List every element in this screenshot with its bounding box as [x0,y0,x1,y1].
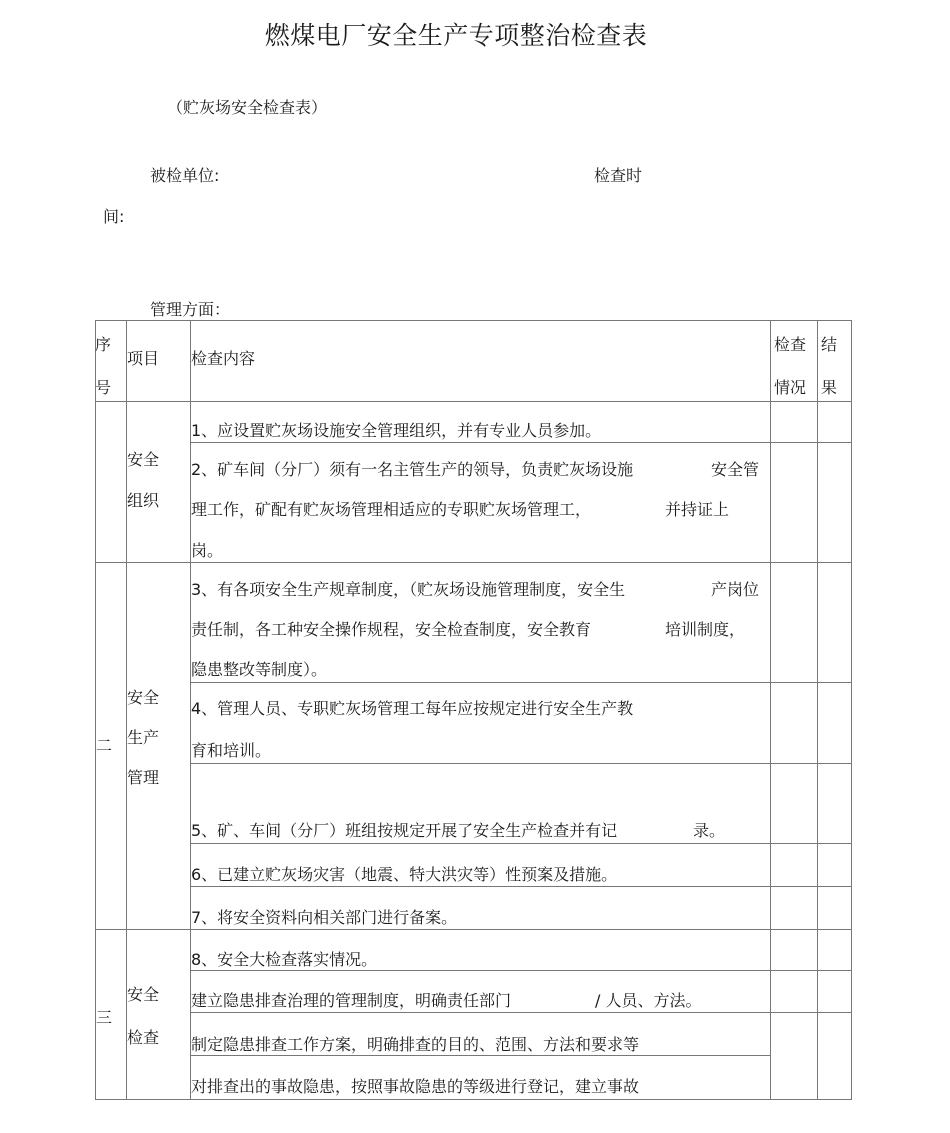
section-label: 管理方面： [150,300,231,319]
check-item-text: 录。 [693,821,726,840]
group-divider [95,562,852,563]
table-border-left [95,320,96,1100]
header-divider [95,401,852,402]
table-border-bottom [95,1099,852,1100]
row-divider [190,1012,852,1013]
column-divider [770,320,771,1100]
row-divider [190,843,852,844]
check-item-text: 培训制度， [665,620,746,639]
header-result: 结 [821,335,838,354]
check-item-text: 并持证上 [665,500,730,519]
check-item-text: 5、矿、车间（分厂）班组按规定开展了安全生产检查并有记 [191,821,618,840]
group-item-label: 管理 [127,768,160,787]
row-divider [190,970,852,971]
row-divider [190,763,852,764]
table-border-right [851,320,852,1100]
check-item-text: 3、有各项安全生产规章制度，（贮灰场设施管理制度，安全生 [191,580,626,599]
inspection-time-label: 检查时 [594,166,643,185]
group-item-label: 检查 [127,1028,160,1047]
header-status: 情况 [774,378,807,397]
check-item-text: 7、将安全资料向相关部门进行备案。 [191,908,458,927]
check-item-text: 产岗位 [711,580,760,599]
header-content: 检查内容 [191,349,256,368]
check-item-text: 安全管 [711,460,760,479]
table-border-top [95,320,852,321]
check-item-text: 育和培训。 [191,741,272,760]
document-subtitle: （贮灰场安全检查表） [167,98,328,117]
row-divider [190,886,852,887]
check-item-text: 8、安全大检查落实情况。 [191,950,378,969]
header-seq: 序 [95,335,112,354]
header-seq: 号 [95,378,112,397]
group-item-label: 安全 [127,985,160,1004]
group-item-label: 安全 [127,450,160,469]
group-item-label: 组织 [127,491,160,510]
check-item-text: 对排查出的事故隐患，按照事故隐患的等级进行登记，建立事故 [191,1077,640,1096]
check-item-text: 岗。 [191,541,224,560]
check-item-text: 制定隐患排查工作方案，明确排查的目的、范围、方法和要求等 [191,1035,640,1054]
row-divider [190,682,852,683]
inspection-table [95,320,852,1100]
row-divider [190,1055,770,1056]
header-result: 果 [821,378,838,397]
check-item-text: 建立隐患排查治理的管理制度，明确责任部门 [191,991,512,1010]
inspection-time-label-cont: 间: [103,207,125,226]
group-item-label: 生产 [127,728,160,747]
check-item-text: 理工作，矿配有贮灰场管理相适应的专职贮灰场管理工， [191,500,592,519]
header-status: 检查 [774,335,807,354]
check-item-text: / 人员、方法。 [595,991,702,1010]
check-item-text: 隐患整改等制度）。 [191,660,328,679]
header-item: 项目 [127,349,160,368]
inspected-unit-label: 被检单位: [150,166,220,185]
check-item-text: 2、矿车间（分厂）须有一名主管生产的领导，负责贮灰场设施 [191,460,634,479]
check-item-text: 责任制，各工种安全操作规程，安全检查制度，安全教育 [191,620,592,639]
group-item-label: 安全 [127,688,160,707]
group-seq: 三 [96,1008,113,1027]
column-divider [817,320,818,1100]
document-title: 燃煤电厂安全生产专项整治检查表 [264,21,648,50]
row-divider [190,442,852,443]
check-item-text: 1、应设置贮灰场设施安全管理组织，并有专业人员参加。 [191,421,602,440]
group-seq: 二 [96,736,113,755]
check-item-text: 6、已建立贮灰场灾害（地震、特大洪灾等）性预案及措施。 [191,865,618,884]
check-item-text: 4、管理人员、专职贮灰场管理工每年应按规定进行安全生产教 [191,699,634,718]
column-divider [126,320,127,1100]
group-divider [95,929,852,930]
